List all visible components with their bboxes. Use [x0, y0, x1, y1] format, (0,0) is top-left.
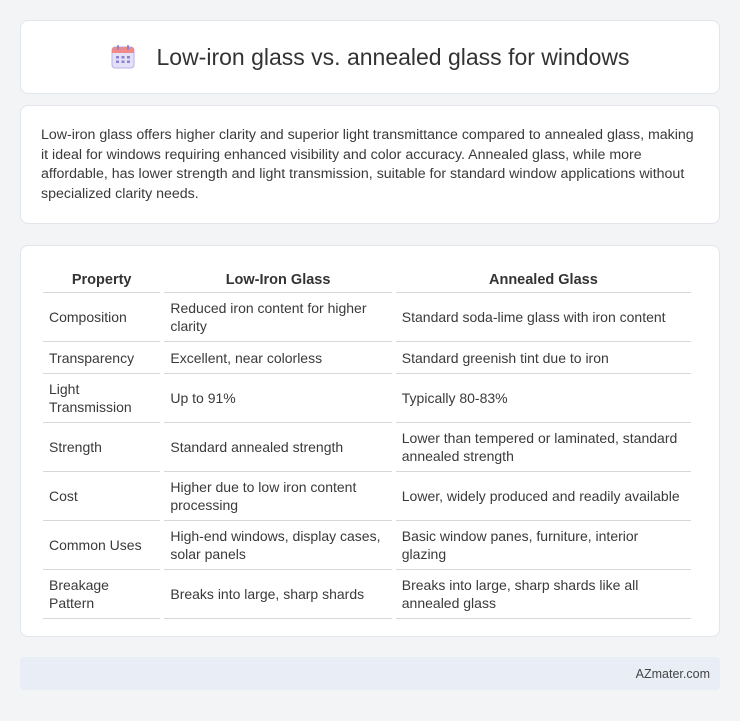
cell-property: Cost: [43, 472, 160, 521]
cell-property: Strength: [43, 423, 160, 472]
cell-property: Breakage Pattern: [43, 570, 160, 619]
cell-property: Transparency: [43, 342, 160, 374]
cell-low-iron: Up to 91%: [164, 374, 391, 423]
cell-annealed: Typically 80-83%: [396, 374, 691, 423]
footer-site-name: AZmater.com: [635, 666, 710, 681]
comparison-table-card: [20, 245, 720, 637]
table-row: [43, 374, 691, 423]
cell-annealed: Standard greenish tint due to iron: [396, 342, 691, 374]
comparison-table: [39, 266, 695, 619]
intro-text: Low-iron glass offers higher clarity and superior light transmittance compared to annealed glass, making it ideal for windows requiring enhanced visibility and color accuracy. Annealed glass, while more affordable, has lower strength and light transmission, suitable for standard window applications without specialized clarity needs.: [41, 127, 694, 202]
cell-low-iron: Standard annealed strength: [164, 423, 391, 472]
cell-annealed: Lower, widely produced and readily available: [396, 472, 691, 521]
table-row: [43, 342, 691, 374]
calendar-icon: [110, 44, 136, 70]
table-row: [43, 293, 691, 342]
intro-card: [20, 105, 720, 224]
table-row: [43, 472, 691, 521]
cell-property: Common Uses: [43, 521, 160, 570]
cell-annealed: Basic window panes, furniture, interior glazing: [396, 521, 691, 570]
footer: [20, 657, 720, 690]
table-row: [43, 423, 691, 472]
cell-low-iron: Breaks into large, sharp shards: [164, 570, 391, 619]
cell-low-iron: High-end windows, display cases, solar panels: [164, 521, 391, 570]
cell-property: Composition: [43, 293, 160, 342]
header-property: Property: [43, 266, 160, 293]
table-row: [43, 521, 691, 570]
cell-low-iron: Higher due to low iron content processing: [164, 472, 391, 521]
cell-low-iron: Reduced iron content for higher clarity: [164, 293, 391, 342]
cell-property: Light Transmission: [43, 374, 160, 423]
cell-annealed: Lower than tempered or laminated, standard annealed strength: [396, 423, 691, 472]
header-annealed: Annealed Glass: [396, 266, 691, 293]
header-low-iron: Low-Iron Glass: [164, 266, 391, 293]
page-title: Low-iron glass vs. annealed glass for windows: [156, 43, 630, 70]
cell-annealed: Standard soda-lime glass with iron content: [396, 293, 691, 342]
title-card: [20, 20, 720, 94]
table-row: [43, 570, 691, 619]
cell-low-iron: Excellent, near colorless: [164, 342, 391, 374]
table-header-row: [43, 266, 691, 293]
cell-annealed: Breaks into large, sharp shards like all annealed glass: [396, 570, 691, 619]
